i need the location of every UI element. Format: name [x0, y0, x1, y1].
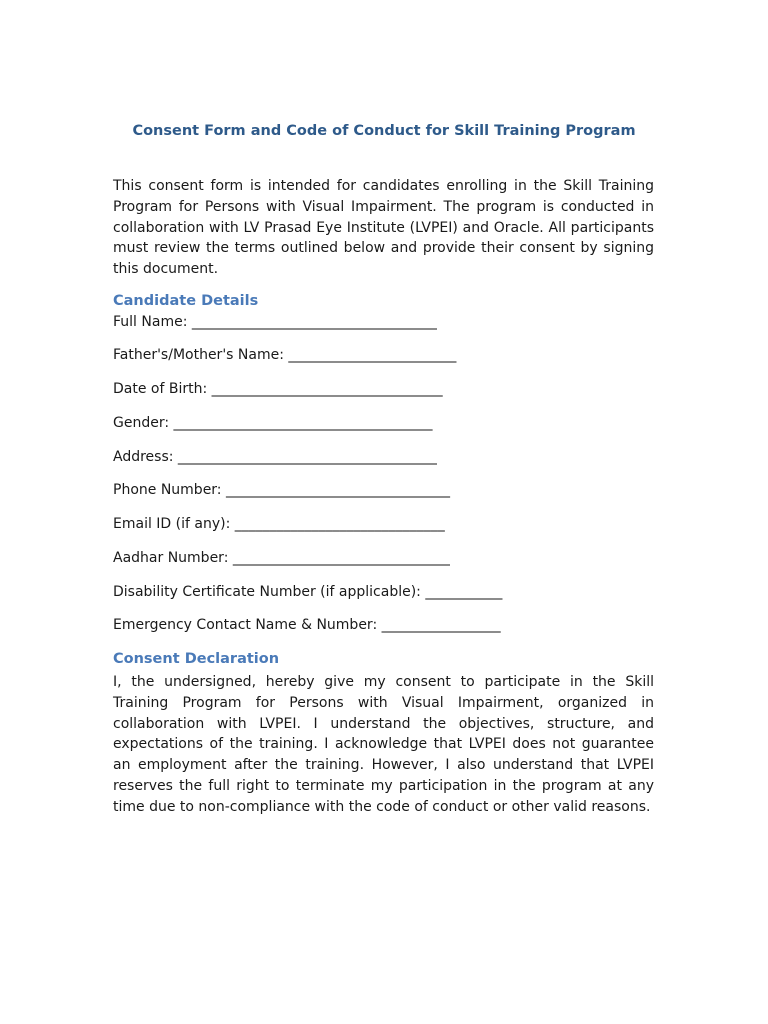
field-date-of-birth: Date of Birth: _________________________________	[113, 381, 443, 397]
intro-paragraph: This consent form is intended for candidates enrolling in the Skill Training Program for Persons with Visual Impairment. The program is conducted in collaboration with LV Prasad Eye Institute (LVPEI) and Oracle. All participants must review the terms outlined below and provide their consent by signing this document.	[113, 178, 654, 278]
field-parent-name: Father's/Mother's Name: ________________________	[113, 347, 457, 363]
field-address: Address: _____________________________________	[113, 449, 437, 465]
field-gender: Gender: _____________________________________	[113, 415, 433, 431]
consent-declaration-text: I, the undersigned, hereby give my consent to participate in the Skill Training Program for Persons with Visual Impairment, organized in collaboration with LVPEI. I understand the objectives, structure, and expectations of the training. I acknowledge that LVPEI does not guarantee an employment after the training. However, I also understand that LVPEI reserves the full right to terminate my participation in the program at any time due to non-compliance with the code of conduct or other valid reasons.	[113, 674, 654, 815]
field-phone-number: Phone Number: ________________________________	[113, 482, 450, 498]
field-email-id: Email ID (if any): ______________________________	[113, 516, 445, 532]
field-full-name: Full Name: ___________________________________	[113, 314, 437, 330]
field-aadhar-number: Aadhar Number: _______________________________	[113, 550, 450, 566]
field-emergency-contact: Emergency Contact Name & Number: _________________	[113, 617, 501, 633]
candidate-details-heading: Candidate Details	[113, 293, 259, 309]
consent-declaration-heading: Consent Declaration	[113, 651, 280, 667]
document-title: Consent Form and Code of Conduct for Skill Training Program	[132, 123, 636, 139]
field-disability-certificate: Disability Certificate Number (if applicable): ___________	[113, 584, 503, 600]
